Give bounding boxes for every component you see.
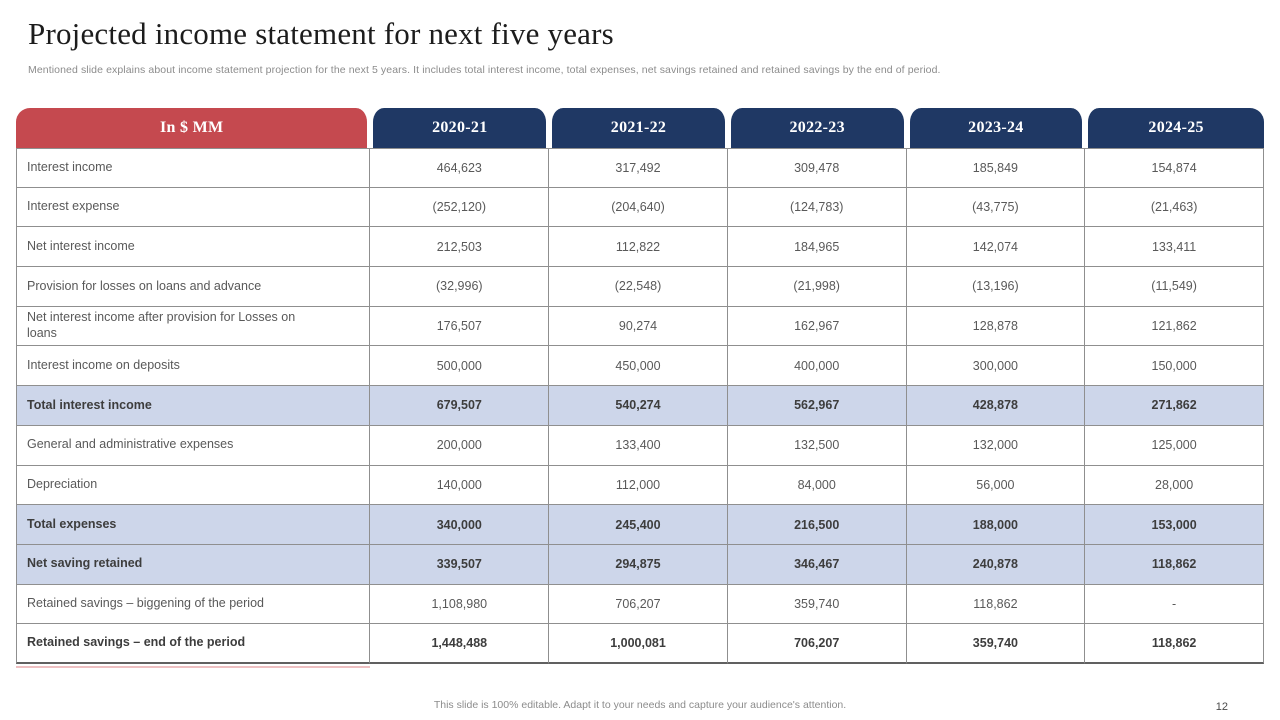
cell-value: 90,274 (549, 307, 728, 347)
cell-value: 500,000 (370, 346, 549, 386)
cell-value: (43,775) (907, 188, 1086, 228)
cell-value: 150,000 (1085, 346, 1264, 386)
table-row (16, 585, 1264, 625)
cell-value: 216,500 (728, 505, 907, 545)
income-statement-grid (16, 108, 1264, 664)
year-header-cell: 2021-22 (549, 108, 728, 148)
cell-value: (13,196) (907, 267, 1086, 307)
cell-value: 112,000 (549, 466, 728, 506)
table-row (16, 307, 1264, 347)
cell-value: (21,998) (728, 267, 907, 307)
row-label: General and administrative expenses (16, 426, 370, 466)
cell-value: 679,507 (370, 386, 549, 426)
row-label: Net interest income (16, 227, 370, 267)
page-number: 12 (1215, 701, 1228, 713)
cell-value: 540,274 (549, 386, 728, 426)
row-label: Total expenses (16, 505, 370, 545)
cell-value: 56,000 (907, 466, 1086, 506)
table-body (16, 148, 1264, 664)
cell-value: 128,878 (907, 307, 1086, 347)
cell-value: 118,862 (1085, 545, 1264, 585)
header-row (16, 108, 1264, 148)
cell-value: 271,862 (1085, 386, 1264, 426)
table-header (16, 108, 1264, 148)
cell-value: 245,400 (549, 505, 728, 545)
cell-value: 1,108,980 (370, 585, 549, 625)
cell-value: 212,503 (370, 227, 549, 267)
row-label: Interest expense (16, 188, 370, 228)
cell-value: 28,000 (1085, 466, 1264, 506)
cell-value: 346,467 (728, 545, 907, 585)
cell-value: 132,500 (728, 426, 907, 466)
cell-value: 339,507 (370, 545, 549, 585)
page-title: Projected income statement for next five years (28, 16, 614, 51)
cell-value: 112,822 (549, 227, 728, 267)
cell-value: 240,878 (907, 545, 1086, 585)
row-label: Depreciation (16, 466, 370, 506)
cell-value: 428,878 (907, 386, 1086, 426)
cell-value: (22,548) (549, 267, 728, 307)
cell-value: 562,967 (728, 386, 907, 426)
row-label: Net interest income after provision for Losses on loans (16, 307, 370, 347)
table-row (16, 624, 1264, 664)
cell-value: 118,862 (907, 585, 1086, 625)
cell-value: 188,000 (907, 505, 1086, 545)
table-row (16, 227, 1264, 267)
table-row (16, 386, 1264, 426)
cell-value: (252,120) (370, 188, 549, 228)
cell-value: 142,074 (907, 227, 1086, 267)
cell-value: 125,000 (1085, 426, 1264, 466)
cell-value: 300,000 (907, 346, 1086, 386)
row-label: Interest income on deposits (16, 346, 370, 386)
cell-value: 400,000 (728, 346, 907, 386)
income-statement-table (16, 108, 1264, 664)
cell-value: 706,207 (728, 624, 907, 664)
cell-value: 121,862 (1085, 307, 1264, 347)
table-row (16, 267, 1264, 307)
cell-value: 1,448,488 (370, 624, 549, 664)
row-label: Provision for losses on loans and advance (16, 267, 370, 307)
cell-value: (124,783) (728, 188, 907, 228)
cell-value: 118,862 (1085, 624, 1264, 664)
year-header-cell: 2023-24 (907, 108, 1086, 148)
cell-value: 359,740 (907, 624, 1086, 664)
row-label: Interest income (16, 148, 370, 188)
cell-value: 153,000 (1085, 505, 1264, 545)
table-row (16, 346, 1264, 386)
cell-value: (21,463) (1085, 188, 1264, 228)
cell-value: 294,875 (549, 545, 728, 585)
cell-value: 185,849 (907, 148, 1086, 188)
row-label: Retained savings – end of the period (16, 624, 370, 664)
year-header-cell: 2024-25 (1085, 108, 1264, 148)
cell-value: 340,000 (370, 505, 549, 545)
table-row (16, 505, 1264, 545)
row-label: Net saving retained (16, 545, 370, 585)
row-label: Retained savings – biggening of the period (16, 585, 370, 625)
cell-value: 359,740 (728, 585, 907, 625)
cell-value: 140,000 (370, 466, 549, 506)
cell-value: 154,874 (1085, 148, 1264, 188)
table-row (16, 426, 1264, 466)
cell-value: (204,640) (549, 188, 728, 228)
year-header-cell: 2022-23 (728, 108, 907, 148)
cell-value: (32,996) (370, 267, 549, 307)
slide-subtitle: Mentioned slide explains about income statement projection for the next 5 years. It includes total interest income, total expenses, net savings retained and retained savings by the end of period. (28, 64, 941, 76)
cell-value: 162,967 (728, 307, 907, 347)
cell-value: - (1085, 585, 1264, 625)
row-label: Total interest income (16, 386, 370, 426)
cell-value: 309,478 (728, 148, 907, 188)
unit-header-cell: In $ MM (16, 108, 370, 148)
cell-value: 176,507 (370, 307, 549, 347)
red-accent-underline (16, 666, 370, 668)
cell-value: 1,000,081 (549, 624, 728, 664)
table-row (16, 466, 1264, 506)
cell-value: 450,000 (549, 346, 728, 386)
cell-value: 464,623 (370, 148, 549, 188)
year-header-cell: 2020-21 (370, 108, 549, 148)
cell-value: 184,965 (728, 227, 907, 267)
cell-value: 706,207 (549, 585, 728, 625)
cell-value: 133,411 (1085, 227, 1264, 267)
cell-value: 200,000 (370, 426, 549, 466)
cell-value: (11,549) (1085, 267, 1264, 307)
table-row (16, 188, 1264, 228)
footer-note: This slide is 100% editable. Adapt it to your needs and capture your audience's attention. (433, 699, 847, 711)
cell-value: 84,000 (728, 466, 907, 506)
cell-value: 317,492 (549, 148, 728, 188)
cell-value: 133,400 (549, 426, 728, 466)
table-row (16, 148, 1264, 188)
table-row (16, 545, 1264, 585)
cell-value: 132,000 (907, 426, 1086, 466)
